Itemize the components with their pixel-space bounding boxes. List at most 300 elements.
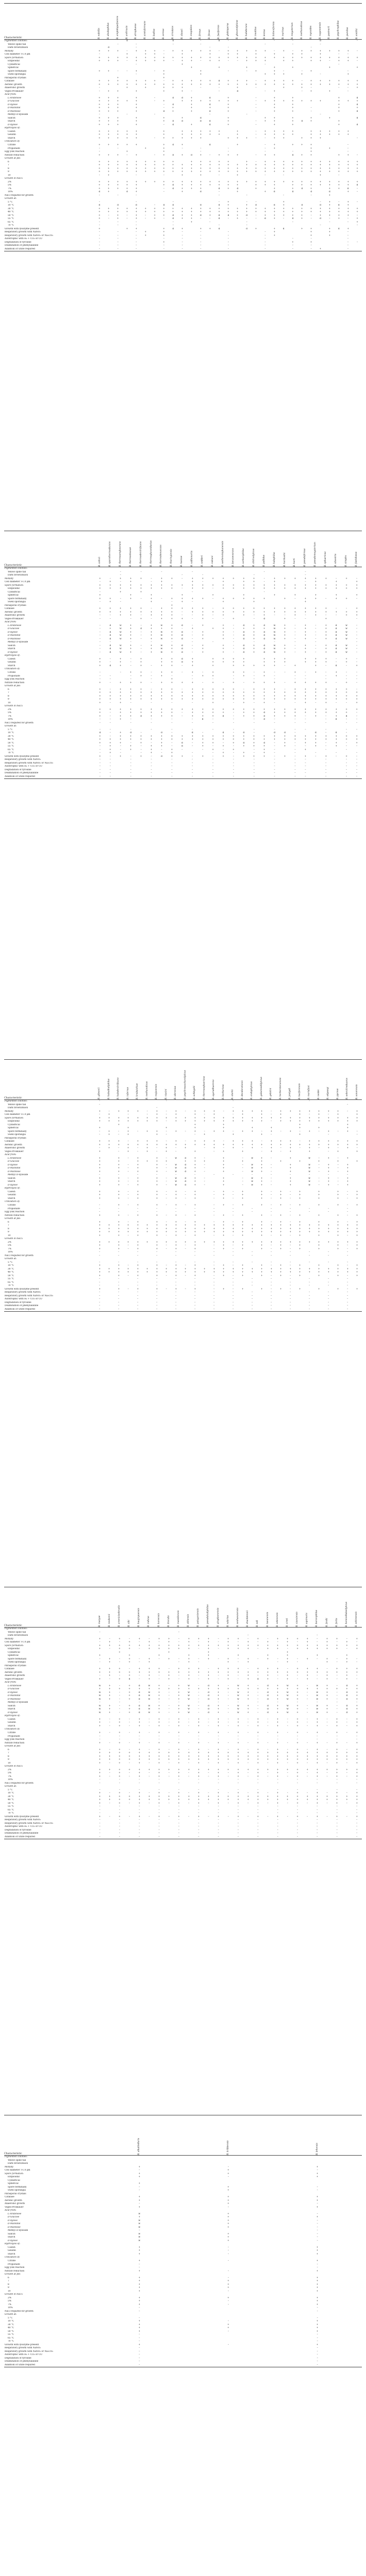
table-cell: – (99, 631, 101, 634)
table-cell: + (347, 184, 349, 187)
table-cell: – (165, 1177, 167, 1180)
table-cell: + (289, 1140, 292, 1143)
table-cell: + (120, 715, 122, 718)
column-header-species (260, 4, 270, 40)
table-cell: + (98, 120, 101, 123)
table-cell: + (222, 1204, 225, 1207)
table-cell: – (315, 628, 317, 631)
table-cell: – (159, 248, 169, 251)
table-cell: + (194, 1120, 196, 1123)
table-cell: + (347, 207, 349, 210)
table-cell: – (127, 1190, 129, 1193)
table-cell: – (310, 214, 312, 217)
table-cell: – (310, 107, 312, 110)
table-cell: + (156, 1170, 158, 1173)
table-cell: + (135, 187, 138, 190)
table-cell: + (109, 708, 111, 711)
table-cell: – (356, 728, 358, 731)
table-cell: – (185, 1110, 186, 1113)
table-cell: + (222, 624, 224, 627)
table-cell: + (325, 708, 327, 711)
row-label: Aerobic growth (5, 83, 22, 86)
table-cell (325, 248, 334, 251)
table-cell: d (117, 204, 119, 207)
table-cell: – (336, 614, 337, 617)
table-cell: + (284, 637, 286, 640)
table-cell: w (308, 1183, 311, 1187)
table-cell: w (345, 648, 347, 651)
table-cell: + (263, 611, 265, 614)
table-cell: + (273, 657, 276, 660)
table-cell: + (294, 694, 296, 698)
table-cell: + (345, 708, 347, 711)
table-cell: + (144, 83, 147, 86)
table-cell: + (172, 207, 174, 210)
table-cell: + (245, 160, 248, 163)
table-cell: + (314, 577, 317, 580)
table-cell: – (219, 224, 220, 227)
table-cell: + (181, 708, 184, 711)
table-cell: – (329, 221, 330, 224)
table-cell: – (151, 701, 152, 704)
table-cell: d (181, 661, 183, 664)
table-cell: + (146, 1143, 148, 1146)
table-cell: + (98, 211, 101, 214)
table-cell: + (202, 614, 204, 617)
table-cell: + (137, 1177, 139, 1180)
table-cell: + (222, 637, 224, 640)
table-cell: + (129, 631, 132, 634)
table-cell: + (327, 1140, 330, 1143)
table-cell: + (301, 214, 303, 217)
table-cell: + (345, 587, 347, 590)
table-cell: + (154, 217, 156, 221)
table-cell: + (301, 56, 303, 59)
table-cell: + (109, 691, 111, 694)
table-cell: d (185, 1177, 187, 1180)
table-cell: – (200, 238, 202, 241)
table-cell: + (232, 1120, 235, 1123)
table-cell: d (237, 90, 239, 93)
table-cell: – (274, 614, 275, 617)
table-cell: – (246, 221, 247, 224)
table-cell: + (273, 180, 276, 183)
row-label: Respiratory growth with NaNO₃ (5, 231, 41, 234)
table-cell: + (212, 715, 214, 718)
table-cell: – (336, 752, 337, 755)
table-cell: – (325, 745, 327, 748)
table-cell: + (314, 694, 317, 698)
table-cell: – (356, 200, 358, 204)
table-cell: + (347, 49, 349, 53)
table-cell: + (175, 1143, 177, 1146)
table-cell: + (292, 167, 294, 170)
table-cell: + (308, 1140, 311, 1143)
table-cell: – (318, 1170, 320, 1173)
table-cell: – (356, 761, 358, 765)
column-header-species (95, 531, 105, 567)
table-cell: – (305, 614, 306, 617)
table-cell: + (314, 614, 317, 617)
table-cell: + (245, 207, 248, 210)
table-cell: + (227, 184, 229, 187)
table-cell: + (328, 56, 331, 59)
table-cell: + (135, 56, 138, 59)
table-cell: d (108, 46, 110, 49)
table-cell: – (318, 1180, 320, 1183)
table-cell: – (232, 728, 235, 731)
table-cell: – (136, 46, 137, 49)
table-cell: d (243, 644, 245, 647)
table-cell: + (253, 691, 255, 694)
table-cell: + (227, 56, 229, 59)
column-header-species (238, 1060, 248, 1100)
table-cell: + (325, 628, 327, 631)
table-cell: + (314, 681, 317, 684)
table-cell: – (136, 174, 137, 177)
table-cell: d (273, 204, 275, 207)
table-cell: – (187, 775, 197, 779)
table-cell: – (305, 761, 306, 765)
table-cell: – (204, 1147, 205, 1150)
table-cell: – (99, 651, 101, 654)
table-cell: + (181, 214, 184, 217)
table-cell: – (171, 674, 173, 677)
table-cell: + (318, 1120, 320, 1123)
table-cell: – (99, 634, 101, 637)
table-cell: + (243, 735, 245, 738)
table-cell: + (346, 1120, 349, 1123)
table-cell: – (192, 637, 193, 640)
species-name: B. sphaericus (324, 551, 327, 567)
table-cell: – (232, 648, 235, 651)
table-cell: – (255, 214, 257, 217)
table-cell: + (356, 614, 358, 617)
table-cell: + (117, 110, 119, 113)
table-cell: – (253, 617, 255, 620)
species-name: B. megaterium (291, 22, 294, 39)
table-cell: + (120, 681, 122, 684)
table-cell: – (130, 657, 131, 660)
table-cell: + (129, 614, 132, 617)
table-cell: – (120, 597, 121, 600)
table-cell: + (209, 207, 211, 210)
table-cell: + (156, 1157, 158, 1160)
table-cell: + (222, 1157, 225, 1160)
table-cell: + (171, 715, 173, 718)
table-cell: + (135, 100, 138, 103)
table-cell: – (356, 681, 358, 684)
table-cell: + (144, 147, 147, 150)
table-cell: – (98, 194, 100, 197)
table-cell: – (252, 1207, 253, 1210)
table-cell: + (160, 681, 163, 684)
table-cell: – (163, 187, 165, 190)
row-label: D-Mannitol (8, 107, 21, 110)
table-cell: + (337, 1190, 339, 1193)
table-cell: – (161, 570, 162, 573)
table-cell: + (232, 1116, 235, 1120)
table-cell (331, 775, 341, 779)
table-cell: + (108, 1113, 110, 1116)
table-cell: + (232, 698, 235, 701)
table-cell: + (175, 1197, 177, 1200)
table-cell: + (160, 671, 163, 674)
table-cell: – (232, 1130, 234, 1133)
table-cell: d (263, 651, 265, 654)
table-cell: – (181, 587, 183, 590)
table-cell: – (140, 752, 142, 755)
table-cell: + (284, 691, 286, 694)
table-cell (249, 567, 259, 571)
table-cell: – (99, 617, 101, 620)
table-cell: – (284, 614, 286, 617)
table-cell: – (192, 752, 193, 755)
table-cell: d (335, 634, 337, 637)
table-cell: – (136, 224, 137, 227)
table-cell: + (318, 1190, 320, 1193)
row-label: Methyl D-xyloside (8, 113, 28, 116)
table-cell: + (209, 227, 211, 230)
table-cell: – (356, 597, 358, 600)
table-cell: + (319, 49, 322, 53)
table-cell: + (199, 73, 202, 76)
table-cell: + (308, 1143, 311, 1146)
table-cell: – (109, 718, 111, 721)
table-cell: + (237, 100, 239, 103)
table-cell: + (304, 688, 307, 691)
table-cell: + (328, 116, 331, 120)
row-label: Starch (8, 137, 15, 140)
table-cell: – (274, 741, 275, 744)
table-cell: – (127, 1157, 129, 1160)
table-cell: – (202, 581, 204, 584)
table-cell: + (140, 664, 142, 667)
table-cell: – (294, 761, 296, 765)
table-cell: – (346, 765, 347, 768)
table-cell: – (181, 671, 183, 674)
table-cell: + (126, 56, 128, 59)
table-cell: w (273, 651, 276, 654)
table-cell: + (108, 1143, 110, 1146)
table-cell: – (213, 1221, 215, 1224)
table-cell: + (171, 681, 173, 684)
table-cell: – (318, 1130, 320, 1133)
row-label: Catalase (5, 80, 14, 83)
row-label: Anaerobic growth (5, 614, 25, 617)
table-cell: + (118, 1116, 120, 1120)
table-cell: – (171, 732, 173, 735)
table-cell: + (292, 164, 294, 167)
table-cell (131, 40, 141, 43)
table-cell: + (181, 130, 184, 133)
table-cell: + (190, 133, 193, 137)
row-label: 70 °C (8, 224, 14, 227)
table-cell: + (99, 587, 101, 590)
table-cell (279, 40, 288, 43)
table-cell: + (135, 96, 138, 99)
table-cell: + (191, 661, 194, 664)
table-cell: d (172, 217, 174, 221)
table-cell: + (222, 735, 224, 738)
table-cell: + (137, 1214, 139, 1217)
table-cell: + (163, 116, 165, 120)
table-cell: + (314, 741, 317, 744)
table-cell: + (279, 1204, 282, 1207)
table-cell: + (98, 107, 101, 110)
table-cell: + (222, 1177, 225, 1180)
table-cell: + (273, 664, 276, 667)
table-cell: – (305, 678, 306, 681)
table-cell: d (135, 204, 137, 207)
species-name: B. mojavensis (155, 1084, 158, 1099)
table-cell: + (171, 634, 173, 637)
table-cell: + (117, 96, 119, 99)
table-cell: – (212, 752, 214, 755)
table-cell: + (144, 56, 147, 59)
table-cell: + (181, 174, 184, 177)
table-cell: + (273, 83, 276, 86)
table-cell: – (271, 1207, 272, 1210)
table-cell: + (218, 180, 220, 183)
row-label: Spore terminally (8, 597, 27, 600)
row-label: 6 (8, 160, 9, 163)
table-cell: + (222, 1150, 225, 1153)
table-cell: + (172, 171, 174, 174)
table-cell: + (156, 1160, 158, 1163)
row-label: 10 °C (8, 732, 14, 735)
row-label: 10 (8, 701, 11, 704)
table-cell: + (253, 631, 255, 634)
table-cell: – (98, 147, 100, 150)
table-cell: – (212, 718, 214, 721)
table-cell: – (120, 671, 121, 674)
table-cell: – (130, 674, 131, 677)
table-cell: + (209, 167, 211, 170)
table-cell: + (304, 701, 307, 704)
table-cell: – (246, 70, 247, 73)
table-cell: + (319, 180, 322, 183)
table-cell: + (191, 694, 194, 698)
table-cell: – (290, 1221, 291, 1224)
table-cell: – (95, 248, 104, 251)
table-cell: + (171, 691, 173, 694)
table-cell: + (298, 1160, 301, 1163)
table-cell: + (263, 671, 265, 674)
row-label: Cell diameter >1.0 μm (5, 53, 30, 56)
table-cell: d (246, 227, 248, 230)
table-cell: d (181, 644, 183, 647)
table-cell: w (345, 628, 347, 631)
table-cell: + (175, 1120, 177, 1123)
table-cell: – (315, 631, 317, 634)
table-cell: + (129, 651, 132, 654)
table-cell: – (315, 752, 317, 755)
table-cell: – (294, 758, 296, 761)
row-label: 7 (8, 164, 9, 167)
table-cell: – (242, 1157, 243, 1160)
table-cell: + (356, 100, 358, 103)
table-cell: – (347, 1174, 348, 1177)
table-cell: + (160, 587, 163, 590)
species-name: B. weihenstephanensis (222, 541, 225, 567)
table-cell: + (218, 133, 220, 137)
table-cell: – (232, 628, 235, 631)
table-cell: + (191, 584, 194, 587)
table-cell (167, 567, 177, 571)
row-label: Propionate (8, 1207, 20, 1210)
table-cell: + (338, 184, 340, 187)
table-cell: + (327, 1116, 330, 1120)
table-cell: – (192, 745, 193, 748)
table-cell: + (190, 80, 193, 83)
table-cell: + (202, 745, 204, 748)
table-cell: + (338, 120, 340, 123)
table-cell (136, 775, 146, 779)
table-cell: + (273, 167, 276, 170)
table-cell: + (337, 1150, 339, 1153)
table-cell: + (337, 1197, 339, 1200)
column-header-species (353, 1060, 362, 1100)
species-name: B. simplex (345, 555, 348, 567)
table-cell: + (118, 1163, 120, 1166)
row-label: Dark brown/black (8, 46, 28, 49)
row-label: Swell sporangia (8, 601, 26, 604)
table-cell: + (98, 96, 101, 99)
table-cell: – (232, 1100, 234, 1103)
table-cell: + (328, 83, 331, 86)
column-header-species (171, 1060, 181, 1100)
table-cell: – (165, 1157, 167, 1160)
table-cell: + (163, 227, 165, 230)
table-cell: + (127, 1127, 129, 1130)
table-cell (124, 1100, 134, 1104)
table-cell: + (260, 1116, 263, 1120)
table-cell: – (117, 231, 119, 234)
table-cell: + (314, 738, 317, 741)
table-cell: + (245, 137, 248, 140)
table-cell: + (253, 581, 255, 584)
table-cell: + (325, 701, 327, 704)
table-cell: – (232, 1211, 234, 1214)
row-label: Utilization of: (5, 140, 20, 143)
table-cell: – (109, 657, 111, 660)
table-cell: – (192, 758, 193, 761)
table-cell: + (140, 741, 142, 744)
table-cell: + (356, 741, 358, 744)
table-cell: + (117, 83, 119, 86)
table-cell: + (241, 1116, 244, 1120)
table-cell (178, 40, 187, 43)
species-name: B. pseudofirmus (304, 548, 307, 567)
table-cell: + (356, 587, 358, 590)
table-cell: – (325, 721, 327, 724)
table-cell: – (315, 648, 317, 651)
table-cell: + (160, 698, 163, 701)
table-cell: d (172, 96, 174, 99)
species-name: B. glucanolyticus (236, 20, 239, 39)
table-cell: d (292, 191, 294, 194)
table-cell: + (222, 752, 224, 755)
table-cell: + (264, 130, 267, 133)
table-cell: d (335, 651, 337, 654)
table-cell: + (270, 1130, 273, 1133)
table-cell: + (127, 1110, 129, 1113)
table-cell: d (200, 214, 202, 217)
table-cell: + (160, 581, 163, 584)
species-name: B. oleronius (174, 1086, 177, 1099)
table-cell: + (99, 701, 101, 704)
